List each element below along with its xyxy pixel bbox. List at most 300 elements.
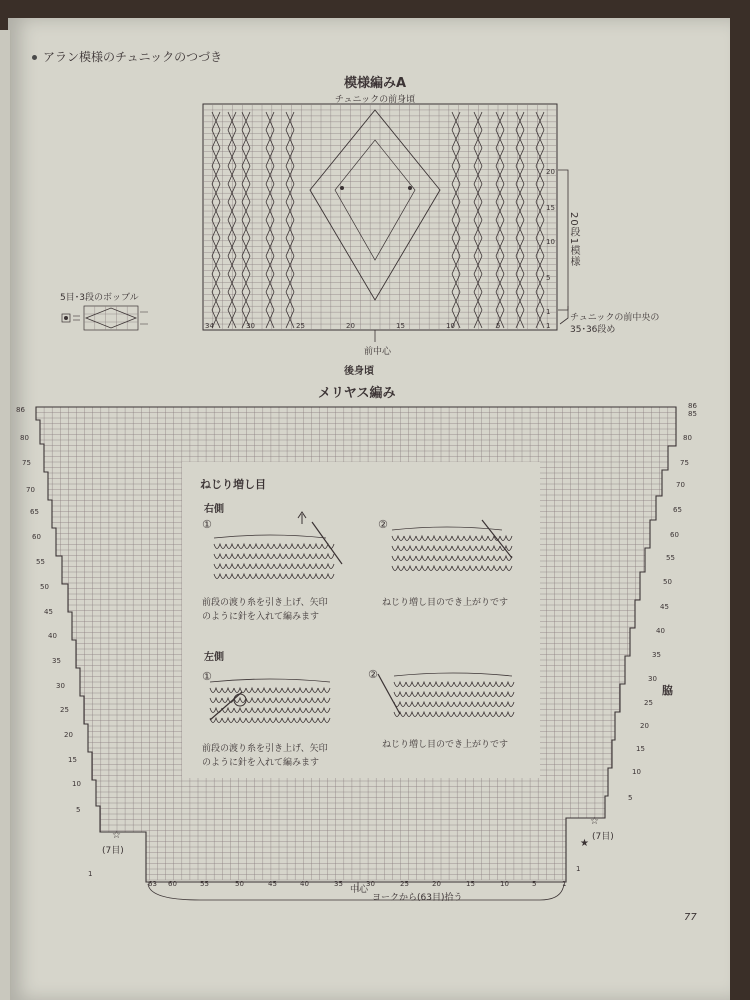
chart-a-center-label: 前中心 (364, 347, 392, 357)
stitch (238, 554, 250, 559)
left-step-1-knitting (210, 679, 330, 723)
needle-row (210, 679, 330, 682)
cable-mark (496, 274, 504, 292)
stitch (294, 698, 306, 703)
stitch (250, 554, 262, 559)
back-left-row-label: 80 (20, 434, 29, 442)
stitch (466, 692, 478, 697)
stitch (238, 544, 250, 549)
back-left-row-label: 10 (72, 780, 81, 788)
cable-mark (286, 130, 294, 148)
stitch (394, 692, 406, 697)
needle-row (214, 535, 326, 538)
stitch (440, 566, 452, 571)
inset-illustrations (182, 462, 540, 778)
bobble-arrows (140, 312, 148, 324)
stitch (294, 708, 306, 713)
stitch (416, 546, 428, 551)
stitch (214, 544, 226, 549)
stitch (428, 566, 440, 571)
stitch (258, 688, 270, 693)
stitch (488, 556, 500, 561)
left-step-1-number: ① (202, 670, 212, 683)
stitch (298, 564, 310, 569)
page-number: 77 (684, 912, 697, 923)
stitch (214, 574, 226, 579)
stitch (310, 574, 322, 579)
stitch (238, 574, 250, 579)
chart-a-grid (203, 104, 568, 342)
back-bottom-label: 30 (366, 880, 375, 888)
stitch (440, 546, 452, 551)
stitch (500, 536, 512, 541)
stitch (502, 702, 514, 707)
back-bottom-label: 25 (400, 880, 409, 888)
stitch (210, 698, 222, 703)
cable-mark (266, 292, 274, 310)
stitch (262, 544, 274, 549)
back-bottom-label: 55 (200, 880, 209, 888)
stitch (262, 554, 274, 559)
bobble-label: 5目･3段のボッブル (60, 293, 139, 303)
stitch (454, 702, 466, 707)
back-right-row-label: 55 (666, 554, 675, 562)
stitch (310, 564, 322, 569)
cable-mark (474, 130, 482, 148)
cable-mark (516, 130, 524, 148)
stitch (476, 546, 488, 551)
stitch (226, 544, 238, 549)
needle-row (394, 673, 512, 676)
chart-a-note-2: 35･36段め (570, 325, 616, 335)
stitch (246, 708, 258, 713)
stitch (392, 546, 404, 551)
chart-a-repeat-label: 20段1模様 (568, 212, 579, 268)
side-label: 脇 (662, 684, 673, 697)
stitch (234, 698, 246, 703)
back-right-row-label: 40 (656, 627, 665, 635)
stitch (262, 564, 274, 569)
stitch (226, 554, 238, 559)
back-left-row-label: 15 (68, 756, 77, 764)
stitch (418, 712, 430, 717)
cable-mark (516, 274, 524, 292)
stitch (490, 692, 502, 697)
back-left-row-label: 40 (48, 632, 57, 640)
stitch (250, 564, 262, 569)
chart-a-col-label: 25 (296, 322, 305, 330)
stitch (406, 712, 418, 717)
chart-a-note-1: チュニックの前中央の (570, 313, 660, 323)
cable-mark (516, 310, 524, 328)
stitch (430, 702, 442, 707)
back-left-row-label: 45 (44, 608, 53, 616)
cable-mark (496, 112, 504, 130)
stitch (418, 682, 430, 687)
right-marker: ☆ (590, 816, 599, 827)
back-right-row-label: 70 (676, 481, 685, 489)
stitch (222, 718, 234, 723)
stitch (442, 692, 454, 697)
cable-mark (228, 292, 236, 310)
pickup-note: ヨークから(63目)拾う (372, 893, 463, 903)
stitch (258, 708, 270, 713)
back-right-row-label: 5 (628, 794, 633, 802)
chart-a-row-label: 15 (546, 204, 555, 212)
cable-mark (286, 112, 294, 130)
stitch (476, 536, 488, 541)
stitch (210, 688, 222, 693)
stitch (488, 566, 500, 571)
chart-a-subtitle: チュニックの前身頃 (334, 95, 416, 105)
cable-mark (266, 274, 274, 292)
back-left-row-label: 5 (76, 806, 81, 814)
stitch (234, 708, 246, 713)
stitch (418, 702, 430, 707)
stitch (502, 682, 514, 687)
stitch (392, 566, 404, 571)
cable-mark (474, 274, 482, 292)
right-side-heading: 右側 (204, 504, 224, 515)
back-left-row-label: 75 (22, 459, 31, 467)
back-left-row-label: 50 (40, 583, 49, 591)
cable-mark (212, 112, 220, 130)
stitch (464, 566, 476, 571)
stitch (298, 554, 310, 559)
stitch (478, 692, 490, 697)
stitch (274, 554, 286, 559)
stitch (416, 556, 428, 561)
stitch (282, 718, 294, 723)
stitch (262, 574, 274, 579)
back-left-row-label: 35 (52, 657, 61, 665)
stitch (394, 712, 406, 717)
stitch (238, 564, 250, 569)
back-right-row-label: 20 (640, 722, 649, 730)
stitch (306, 698, 318, 703)
right-step-2-number: ② (378, 518, 388, 531)
stitch (392, 536, 404, 541)
cable-mark (212, 292, 220, 310)
stitch (452, 546, 464, 551)
back-right-row-label: 80 (683, 434, 692, 442)
stitch (476, 556, 488, 561)
arrow-icon (298, 512, 306, 524)
stitch (430, 692, 442, 697)
back-bottom-label: 60 (168, 880, 177, 888)
cable-mark (266, 112, 274, 130)
cable-mark (228, 130, 236, 148)
stitch (246, 718, 258, 723)
stitch (490, 712, 502, 717)
back-right-row-label: 86 (688, 402, 697, 410)
stitch (286, 544, 298, 549)
back-right-row-label: 45 (660, 603, 669, 611)
stitch (478, 682, 490, 687)
stitch (428, 546, 440, 551)
needle (210, 692, 242, 720)
stitch (404, 556, 416, 561)
stitch (286, 554, 298, 559)
stitch (452, 566, 464, 571)
stitch (466, 702, 478, 707)
back-left-row-label: 1 (88, 870, 93, 878)
stitch (394, 682, 406, 687)
stitch (406, 702, 418, 707)
stitch (270, 688, 282, 693)
back-right-row-label: 85 (688, 410, 697, 418)
chart-a-col-label: 20 (346, 322, 355, 330)
back-left-row-label: 65 (30, 508, 39, 516)
stitch (464, 556, 476, 561)
right-marker-note: (7目) (592, 832, 614, 842)
back-right-row-label: 60 (670, 531, 679, 539)
diamond-inner (335, 140, 415, 260)
stitch (500, 566, 512, 571)
stitch (282, 688, 294, 693)
stitch (404, 546, 416, 551)
stitch (270, 698, 282, 703)
needle-row (392, 527, 502, 530)
chart-a-row-label: 10 (546, 238, 555, 246)
note-leader (560, 306, 568, 324)
chart-a-col-label: 30 (246, 322, 255, 330)
left-step-2-text: ねじり増し目のでき上がりです (382, 740, 509, 750)
left-side-heading: 左側 (204, 652, 224, 663)
stitch (416, 566, 428, 571)
cable-mark (242, 130, 250, 148)
back-left-row-label: 60 (32, 533, 41, 541)
stitch (430, 682, 442, 687)
stitch (270, 718, 282, 723)
back-right-row-label: 25 (644, 699, 653, 707)
stitch (404, 566, 416, 571)
back-bottom-label: 40 (300, 880, 309, 888)
bobble-dot (340, 186, 344, 190)
stitch (452, 536, 464, 541)
stitch (298, 574, 310, 579)
cable-mark (496, 292, 504, 310)
stitch (294, 718, 306, 723)
stitch (246, 688, 258, 693)
right-step-2-text: ねじり増し目のでき上がりです (382, 598, 509, 608)
cable-mark (212, 274, 220, 292)
stitch (430, 712, 442, 717)
right-step-1-text-2: のように針を入れて編みます (202, 612, 320, 622)
stitch (454, 682, 466, 687)
stitch (282, 698, 294, 703)
back-bottom-label: 15 (466, 880, 475, 888)
stitch (452, 556, 464, 561)
stitch (392, 556, 404, 561)
back-bottom-label: 35 (334, 880, 343, 888)
chart-a-col-label: 15 (396, 322, 405, 330)
stitch (442, 702, 454, 707)
stitch (258, 698, 270, 703)
stitch (214, 554, 226, 559)
stitch (246, 698, 258, 703)
back-left-row-label: 30 (56, 682, 65, 690)
back-bottom-label: 20 (432, 880, 441, 888)
stitch (318, 708, 330, 713)
back-right-row-label: 75 (680, 459, 689, 467)
back-right-row-label: 15 (636, 745, 645, 753)
twist-increase-panel (182, 462, 540, 778)
chart-a-col-label: 5 (496, 322, 501, 330)
back-right-row-label: 35 (652, 651, 661, 659)
stitch (464, 536, 476, 541)
stitch (306, 718, 318, 723)
stitch (322, 554, 334, 559)
needle (312, 522, 342, 564)
cable-mark (242, 274, 250, 292)
back-center-label: 中心 (350, 885, 369, 895)
stitch (226, 564, 238, 569)
stitch (322, 564, 334, 569)
cable-mark (516, 112, 524, 130)
chart-a-row-label: 20 (546, 168, 555, 176)
stitch (428, 536, 440, 541)
stitch (286, 564, 298, 569)
stitch (282, 708, 294, 713)
stitch (466, 712, 478, 717)
cable-mark (228, 274, 236, 292)
stitch (490, 682, 502, 687)
back-left-row-label: 86 (16, 406, 25, 414)
cable-mark (286, 292, 294, 310)
needle (378, 674, 400, 714)
stitch (476, 566, 488, 571)
stitch (406, 682, 418, 687)
bobble-shape (86, 308, 136, 328)
stitch (306, 688, 318, 693)
chart-a-col-label: 1 (546, 322, 551, 330)
back-right-row-label: 50 (663, 578, 672, 586)
chart-a-row-label: 5 (546, 274, 551, 282)
back-right-row-label: 10 (632, 768, 641, 776)
left-step-1-text-1: 前段の渡り糸を引き上げ、矢印 (202, 744, 328, 754)
stitch (318, 688, 330, 693)
cable-mark (228, 112, 236, 130)
stitch (226, 574, 238, 579)
right-step-1-knitting (214, 535, 334, 579)
back-right-row-label: 30 (648, 675, 657, 683)
stitch (464, 546, 476, 551)
cable-mark (212, 130, 220, 148)
stitch (442, 682, 454, 687)
bobble-dot (408, 186, 412, 190)
stitch (466, 682, 478, 687)
back-left-row-label: 55 (36, 558, 45, 566)
cable-mark (266, 310, 274, 328)
stitch (318, 698, 330, 703)
stitch (454, 692, 466, 697)
bobble-box (84, 306, 138, 330)
stitch (274, 564, 286, 569)
back-bottom-label: 50 (235, 880, 244, 888)
right-step-2-knitting (392, 527, 512, 571)
stitch (274, 544, 286, 549)
stitch (502, 692, 514, 697)
cable-mark (516, 292, 524, 310)
back-section-label: 後身頃 (344, 366, 374, 377)
stitch (478, 702, 490, 707)
stitch (234, 688, 246, 693)
stitch (310, 554, 322, 559)
stitch (488, 546, 500, 551)
stitch (250, 574, 262, 579)
stitch (270, 708, 282, 713)
left-marker-note: (7目) (102, 846, 124, 856)
cable-mark (474, 310, 482, 328)
stitch (234, 718, 246, 723)
back-left-row-label: 20 (64, 731, 73, 739)
stitch (440, 536, 452, 541)
stitch (322, 574, 334, 579)
cable-mark (286, 274, 294, 292)
right-step-1-number: ① (202, 518, 212, 531)
stitch (274, 574, 286, 579)
stitch (440, 556, 452, 561)
bobble-chart (62, 306, 148, 330)
loop-icon (234, 694, 246, 706)
cable-mark (242, 112, 250, 130)
back-bottom-label: 10 (500, 880, 509, 888)
left-marker: ☆ (112, 830, 121, 841)
cable-mark (474, 292, 482, 310)
stitch (418, 692, 430, 697)
back-title: メリヤス編み (318, 386, 396, 401)
back-bottom-label: 1 (562, 880, 567, 888)
stitch (214, 564, 226, 569)
back-bottom-label: 45 (268, 880, 277, 888)
left-step-2-number: ② (368, 668, 378, 681)
back-bottom-label: 63 (148, 880, 157, 888)
chart-a-col-label: 10 (446, 322, 455, 330)
star-marker: ★ (580, 838, 589, 849)
cable-mark (474, 112, 482, 130)
inset-title: ねじり増し目 (200, 478, 266, 491)
stitch (404, 536, 416, 541)
chart-a-row-label: 1 (546, 308, 551, 316)
cable-mark (496, 130, 504, 148)
stitch (428, 556, 440, 561)
cable-mark (228, 310, 236, 328)
left-step-1-text-2: のように針を入れて編みます (202, 758, 320, 768)
section-heading-text: アラン模様のチュニックのつづき (43, 50, 223, 64)
stitch (416, 536, 428, 541)
cable-mark (266, 130, 274, 148)
stitch (286, 574, 298, 579)
stitch (258, 718, 270, 723)
right-step-1-text-1: 前段の渡り糸を引き上げ、矢印 (202, 598, 328, 608)
stitch (310, 544, 322, 549)
stitch (222, 688, 234, 693)
stitch (478, 712, 490, 717)
stitch (502, 712, 514, 717)
stitch (490, 702, 502, 707)
bobble-symbol-dot (64, 316, 68, 320)
left-step-2-knitting (394, 673, 514, 717)
stitch (318, 718, 330, 723)
stitch (406, 692, 418, 697)
back-right-row-label: 65 (673, 506, 682, 514)
cable-mark (286, 310, 294, 328)
stitch (442, 712, 454, 717)
chart-a-title: 模様編みA (343, 76, 407, 91)
stitch (298, 544, 310, 549)
back-left-row-label: 25 (60, 706, 69, 714)
